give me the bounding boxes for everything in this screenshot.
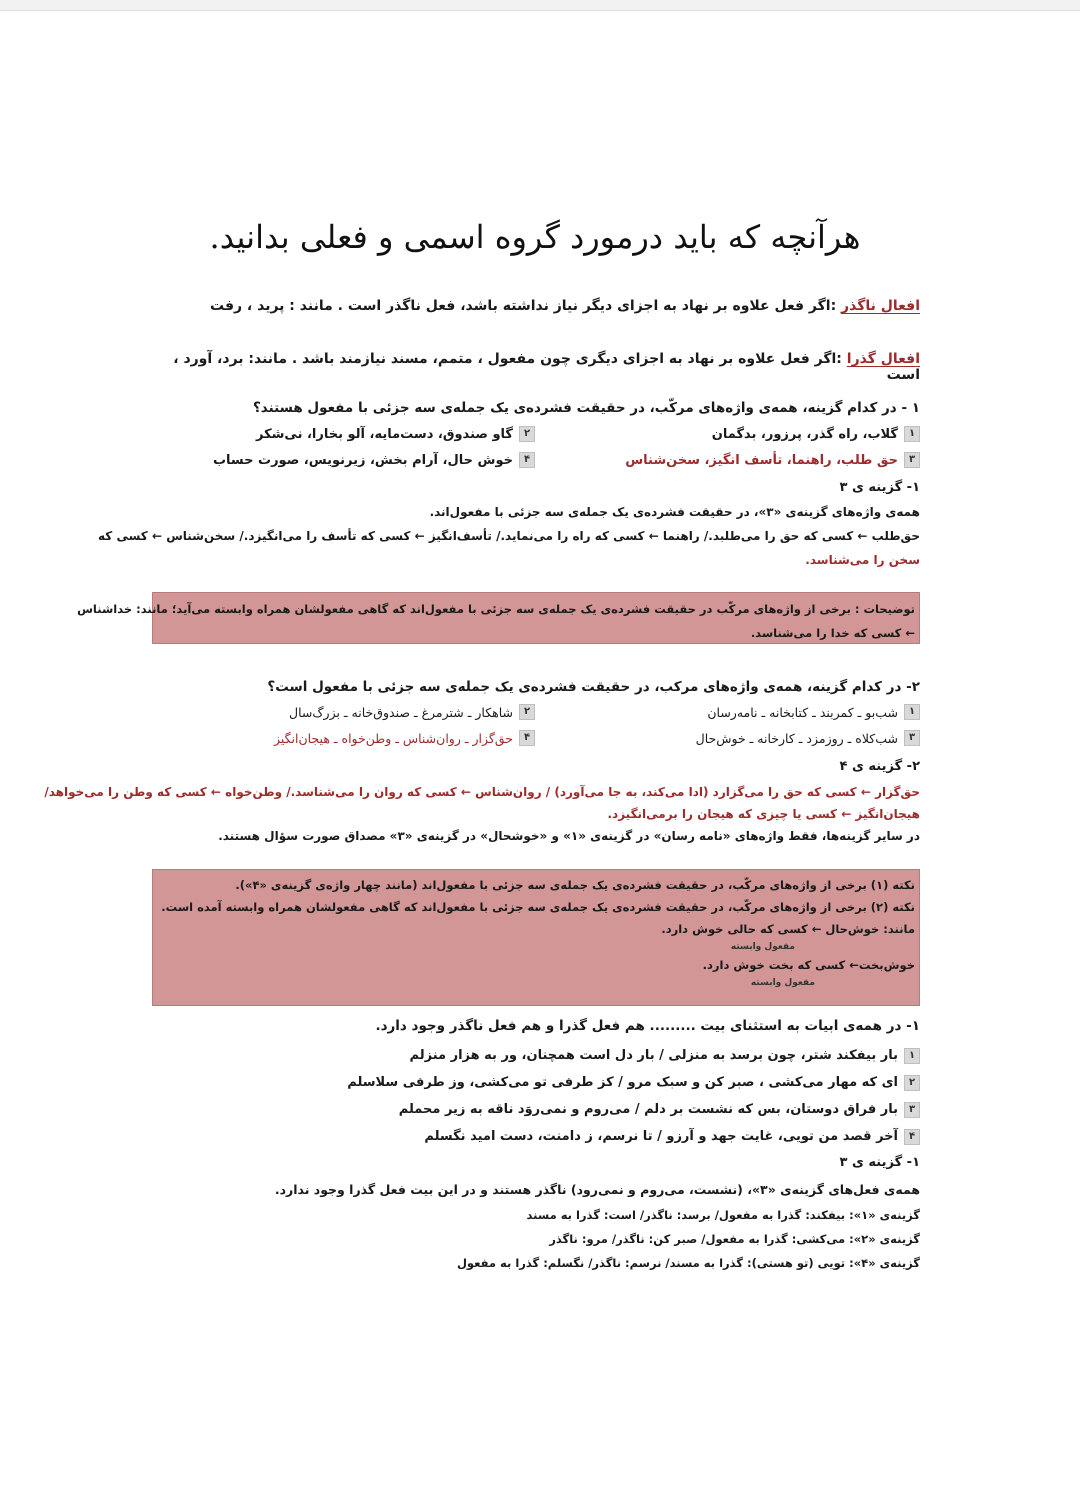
option-number: ۲ <box>519 426 535 442</box>
question-1: ۱ - در کدام گزینه، همه‌ی واژه‌های مرکّب، در حقیقت فشرده‌ی یک جمله‌ی سه جزئی با مفعول هستند؟ <box>252 400 920 416</box>
option-text: شب‌کلاه ـ روزمزد ـ کارخانه ـ خوش‌حال <box>695 730 898 746</box>
option <box>150 426 535 442</box>
option-text: گلاب، راه گذر، پرزور، بدگمان <box>711 426 898 442</box>
option-text: شاهکار ـ شترمرغ ـ صندوق‌خانه ـ بزرگ‌سال <box>288 704 513 720</box>
option <box>535 426 920 442</box>
definition-intransitive <box>150 298 920 314</box>
note-sub-label: مفعول وابسته <box>730 942 795 952</box>
explanation-3b: گزینه‌ی «۱»: بیفکند: گذرا به مفعول/ برسد: ناگذر/ است: گذرا به مسند <box>526 1208 920 1222</box>
option-number: ۱ <box>904 704 920 720</box>
option-number: ۴ <box>519 452 535 468</box>
intransitive-term: افعال ناگذر <box>841 298 920 314</box>
transitive-term: افعال گذرا <box>846 351 920 367</box>
option-correct <box>150 730 535 746</box>
explanation-3c: گزینه‌ی «۲»: می‌کشی: گذرا به مفعول/ صبر کن: ناگذر/ مرو: ناگذر <box>549 1232 920 1246</box>
option-correct <box>150 1096 920 1123</box>
option <box>535 730 920 746</box>
question-2: ۲- در کدام گزینه، همه‌ی واژه‌های مرکب، در حقیقت فشرده‌ی یک جمله‌ی سه جزئی با مفعول است؟ <box>267 679 920 695</box>
option-text: حق طلب، راهنما، تأسف انگیز، سخن‌شناس <box>625 452 898 468</box>
explanation-3a: همه‌ی فعل‌های گزینه‌ی «۳»، (نشست، می‌روم و نمی‌رود) ناگذر هستند و در این بیت فعل گذرا وجود ندارد. <box>274 1182 920 1197</box>
note-line: نکته (۱) برخی از واژه‌های مرکّب، در حقیقت فشرده‌ی یک جمله‌ی سه جزئی با مفعول‌اند (مانند چهار واژه‌ی گزینه‌ی «۴»). <box>235 878 915 892</box>
page-title: هرآنچه که باید درمورد گروه اسمی و فعلی بدانید. <box>209 218 861 256</box>
option-number: ۱ <box>904 1048 920 1064</box>
note-line: نکته (۲) برخی از واژه‌های مرکّب، در حقیقت فشرده‌ی یک جمله‌ی سه جزئی با مفعول‌اند که گاهی مفعولشان همراه وابسته آمده است. <box>161 900 915 914</box>
explanation-1c: سخن را می‌شناسد. <box>805 553 920 567</box>
explanation-2b: هیجان‌انگیز ← کسی یا چیزی که هیجان را برمی‌انگیزد. <box>607 807 920 821</box>
option <box>150 704 535 720</box>
option-number: ۳ <box>904 730 920 746</box>
transitive-text: :اگر فعل علاوه بر نهاد به اجزای دیگری چون مفعول ، متمم، مسند نیازمند باشد . مانند: برد، آورد ، است <box>173 351 920 383</box>
answer-1: ۱- گزینه ی ۳ <box>839 480 920 495</box>
option-number: ۴ <box>904 1129 920 1145</box>
option-number: ۳ <box>904 452 920 468</box>
explanation-3d: گزینه‌ی «۴»: تویی (تو هستی): گذرا به مسند/ نرسم: ناگذر/ نگسلم: گذرا به مفعول <box>456 1256 920 1270</box>
option <box>150 1042 920 1069</box>
question-3-options <box>150 1042 920 1150</box>
option-text: خوش حال، آرام بخش، زیرنویس، صورت حساب <box>212 452 513 468</box>
option-number: ۲ <box>519 704 535 720</box>
top-bar <box>0 0 1080 11</box>
option-text: گاو صندوق، دست‌مایه، آلو بخارا، نی‌شکر <box>256 426 513 442</box>
note-box-1 <box>77 592 920 644</box>
option-text: حق‌گزار ـ روان‌شناس ـ وطن‌خواه ـ هیجان‌انگیز <box>273 730 513 746</box>
note-line: مانند: خوش‌حال ← کسی که حالی خوش دارد. <box>661 922 915 936</box>
option-number: ۲ <box>904 1075 920 1091</box>
question-1-options <box>150 426 920 468</box>
note-sub-label: مفعول وابسته <box>750 978 815 988</box>
option <box>150 1069 920 1096</box>
note-line: ← کسی که خدا را می‌شناسد. <box>750 626 915 640</box>
answer-2: ۲- گزینه ی ۴ <box>839 759 920 774</box>
option <box>150 452 535 468</box>
explanation-2c: در سایر گزینه‌ها، فقط واژه‌های «نامه رسان» در گزینه‌ی «۱» و «خوشحال» در گزینه‌ی «۳» مصداق صورت سؤال هستند. <box>218 829 920 843</box>
option <box>535 704 920 720</box>
option-text: بار فراق دوستان، بس که نشست بر دلم / می‌روم و نمی‌روَد ناقه به زیر محملم <box>398 1102 898 1117</box>
explanation-1a: همه‌ی واژه‌های گزینه‌ی «۳»، در حقیقت فشرده‌ی یک جمله‌ی سه جزئی با مفعول‌اند. <box>429 505 920 519</box>
explanation-1b: حق‌طلب ← کسی که حق را می‌طلبد./ راهنما ← کسی که راه را می‌نماید./ تأسف‌انگیز ← کسی که تأسف را می‌انگیزد./ سخن‌شناس ← کسی که <box>98 529 920 543</box>
option <box>150 1123 920 1150</box>
note-line: خوش‌بخت← کسی که بخت خوش دارد. <box>702 958 915 972</box>
intransitive-text: :اگر فعل علاوه بر نهاد به اجزای دیگر نیاز نداشته باشد، فعل ناگذر است . مانند : پرید ، رفت <box>210 298 837 314</box>
option-number: ۱ <box>904 426 920 442</box>
note-line: توضیحات : برخی از واژه‌های مرکّب در حقیقت فشرده‌ی یک جمله‌ی سه جزئی با مفعول‌اند که گاهی مفعولشان همراه وابسته می‌آید؛ مانند: خداشناس <box>77 602 915 616</box>
option-text: بار بیفکند شتر، چون برسد به منزلی / بار دل است همچنان، ور به هزار منزلم <box>409 1048 898 1063</box>
question-3: ۱- در همه‌ی ابیات به استثنای بیت ......... هم فعل گذرا و هم فعل ناگذر وجود دارد. <box>375 1018 920 1034</box>
definition-transitive <box>150 351 920 383</box>
option-correct <box>535 452 920 468</box>
option-text: شب‌بو ـ کمربند ـ کتابخانه ـ نامه‌رسان <box>707 704 898 720</box>
question-2-options <box>150 704 920 746</box>
note-box-2 <box>152 869 920 1006</box>
option-text: آخر قصد من تویی، غایت جهد و آرزو / تا نرسم، ز دامنت، دست امید نگسلم <box>424 1129 898 1144</box>
answer-3: ۱- گزینه ی ۳ <box>839 1155 920 1170</box>
explanation-2a: حق‌گزار ← کسی که حق را می‌گزارد (ادا می‌کند، به جا می‌آورد) / روان‌شناس ← کسی که روان را می‌شناسد./ وطن‌خواه ← کسی که وطن را می‌خواهد/ <box>44 785 920 799</box>
option-number: ۳ <box>904 1102 920 1118</box>
option-number: ۴ <box>519 730 535 746</box>
option-text: ای که مهار می‌کشی ، صبر کن و سبک مرو / کز طرفی تو می‌کشی، وز طرفی سلاسلم <box>347 1075 898 1090</box>
